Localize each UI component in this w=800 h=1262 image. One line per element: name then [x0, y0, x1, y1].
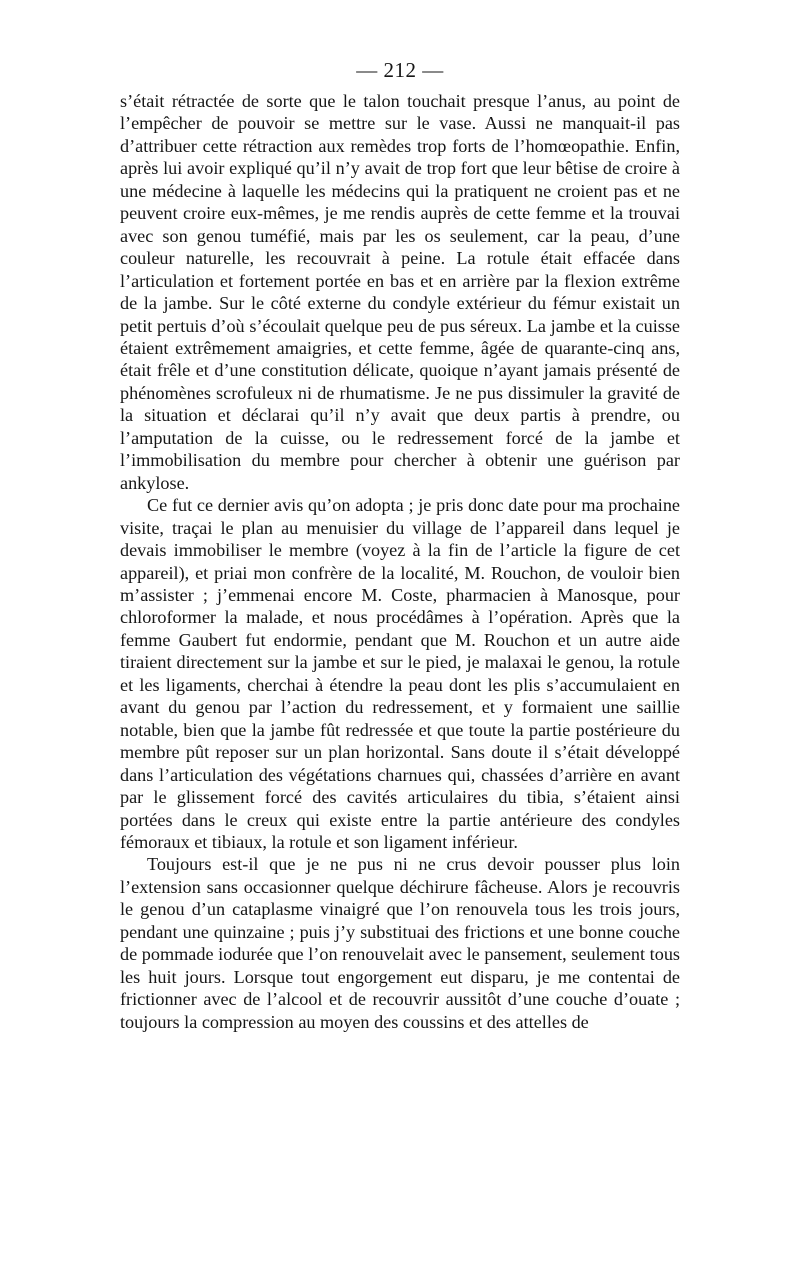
paragraph-continuation: s’était rétractée de sorte que le talon touchait presque l’anus, au point de l’empêcher de pouvoir se mettre sur le vase. Aussi ne manquait-il pas d’attribuer cette rétraction aux remèdes trop forts de l’homœopathie. Enfin, après lui avoir expliqué qu’il n’y avait de trop fort que leur bêtise de croire à une médecine à laquelle les médecins qui la pratiquent ne croient pas et ne peuvent croire eux-mêmes, je me rendis auprès de cette femme et la trouvai avec son genou tuméfié, mais par les os seulement, car la peau, d’une couleur naturelle, les recouvrait à peine. La rotule était effacée dans l’articulation et fortement portée en bas et en arrière par la flexion extrême de la jambe. Sur le côté externe du condyle extérieur du fémur existait un petit pertuis d’où s’écoulait quelque peu de pus séreux. La jambe et la cuisse étaient extrêmement amaigries, et cette femme, âgée de quarante-cinq ans, était frêle et d’une constitution délicate, quoique n’ayant jamais présenté de phénomènes scrofuleux ni de rhumatisme. Je ne pus dissimuler la gravité de la situation et déclarai qu’il n’y avait que deux partis à prendre, ou l’amputation de la cuisse, ou le redressement forcé de la jambe et l’immobilisation du membre pour chercher à obtenir une guérison par ankylose.: [120, 91, 680, 493]
paragraph-aftercare: Toujours est-il que je ne pus ni ne crus devoir pousser plus loin l’extension sans occasionner quelque déchirure fâcheuse. Alors je recouvris le genou d’un cataplasme vinaigré que l’on renouvela tous les trois jours, pendant une quinzaine ; puis j’y substituai des frictions et une bonne couche de pommade iodurée que l’on renouvelait avec le pansement, seulement tous les huit jours. Lorsque tout engorgement eut disparu, je me contentai de frictionner avec de l’alcool et de recouvrir aussitôt d’une couche d’ouate ; toujours la compression au moyen des coussins et des attelles de: [120, 854, 680, 1032]
paragraph-operation: Ce fut ce dernier avis qu’on adopta ; je pris donc date pour ma prochaine visite, traçai le plan au menuisier du village de l’appareil dans lequel je devais immobiliser le membre (voyez à la fin de l’article la figure de cet appareil), et priai mon confrère de la localité, M. Rouchon, de vouloir bien m’assister ; j’emmenai encore M. Coste, pharmacien à Manosque, pour chloroformer la malade, et nous procédâmes à l’opération. Après que la femme Gaubert fut endormie, pendant que M. Rouchon et un autre aide tiraient directement sur la jambe et sur le pied, je malaxai le genou, la rotule et les ligaments, cherchai à étendre la peau dont les plis s’accumulaient en avant du genou par l’action du redressement, et y formaient une saillie notable, bien que la jambe fût redressée et que toute la partie postérieure du membre pût reposer sur un plan horizontal. Sans doute il s’était développé dans l’articulation des végétations charnues qui, chassées d’arrière en avant par le glissement forcé des cavités articulaires du tibia, s’étaient ainsi portées dans le creux qui existe entre la partie antérieure des condyles fémoraux et tibiaux, la rotule et son ligament inférieur.: [120, 495, 680, 852]
book-page: [120, 56, 680, 1033]
page-number: — 212 —: [356, 58, 444, 82]
